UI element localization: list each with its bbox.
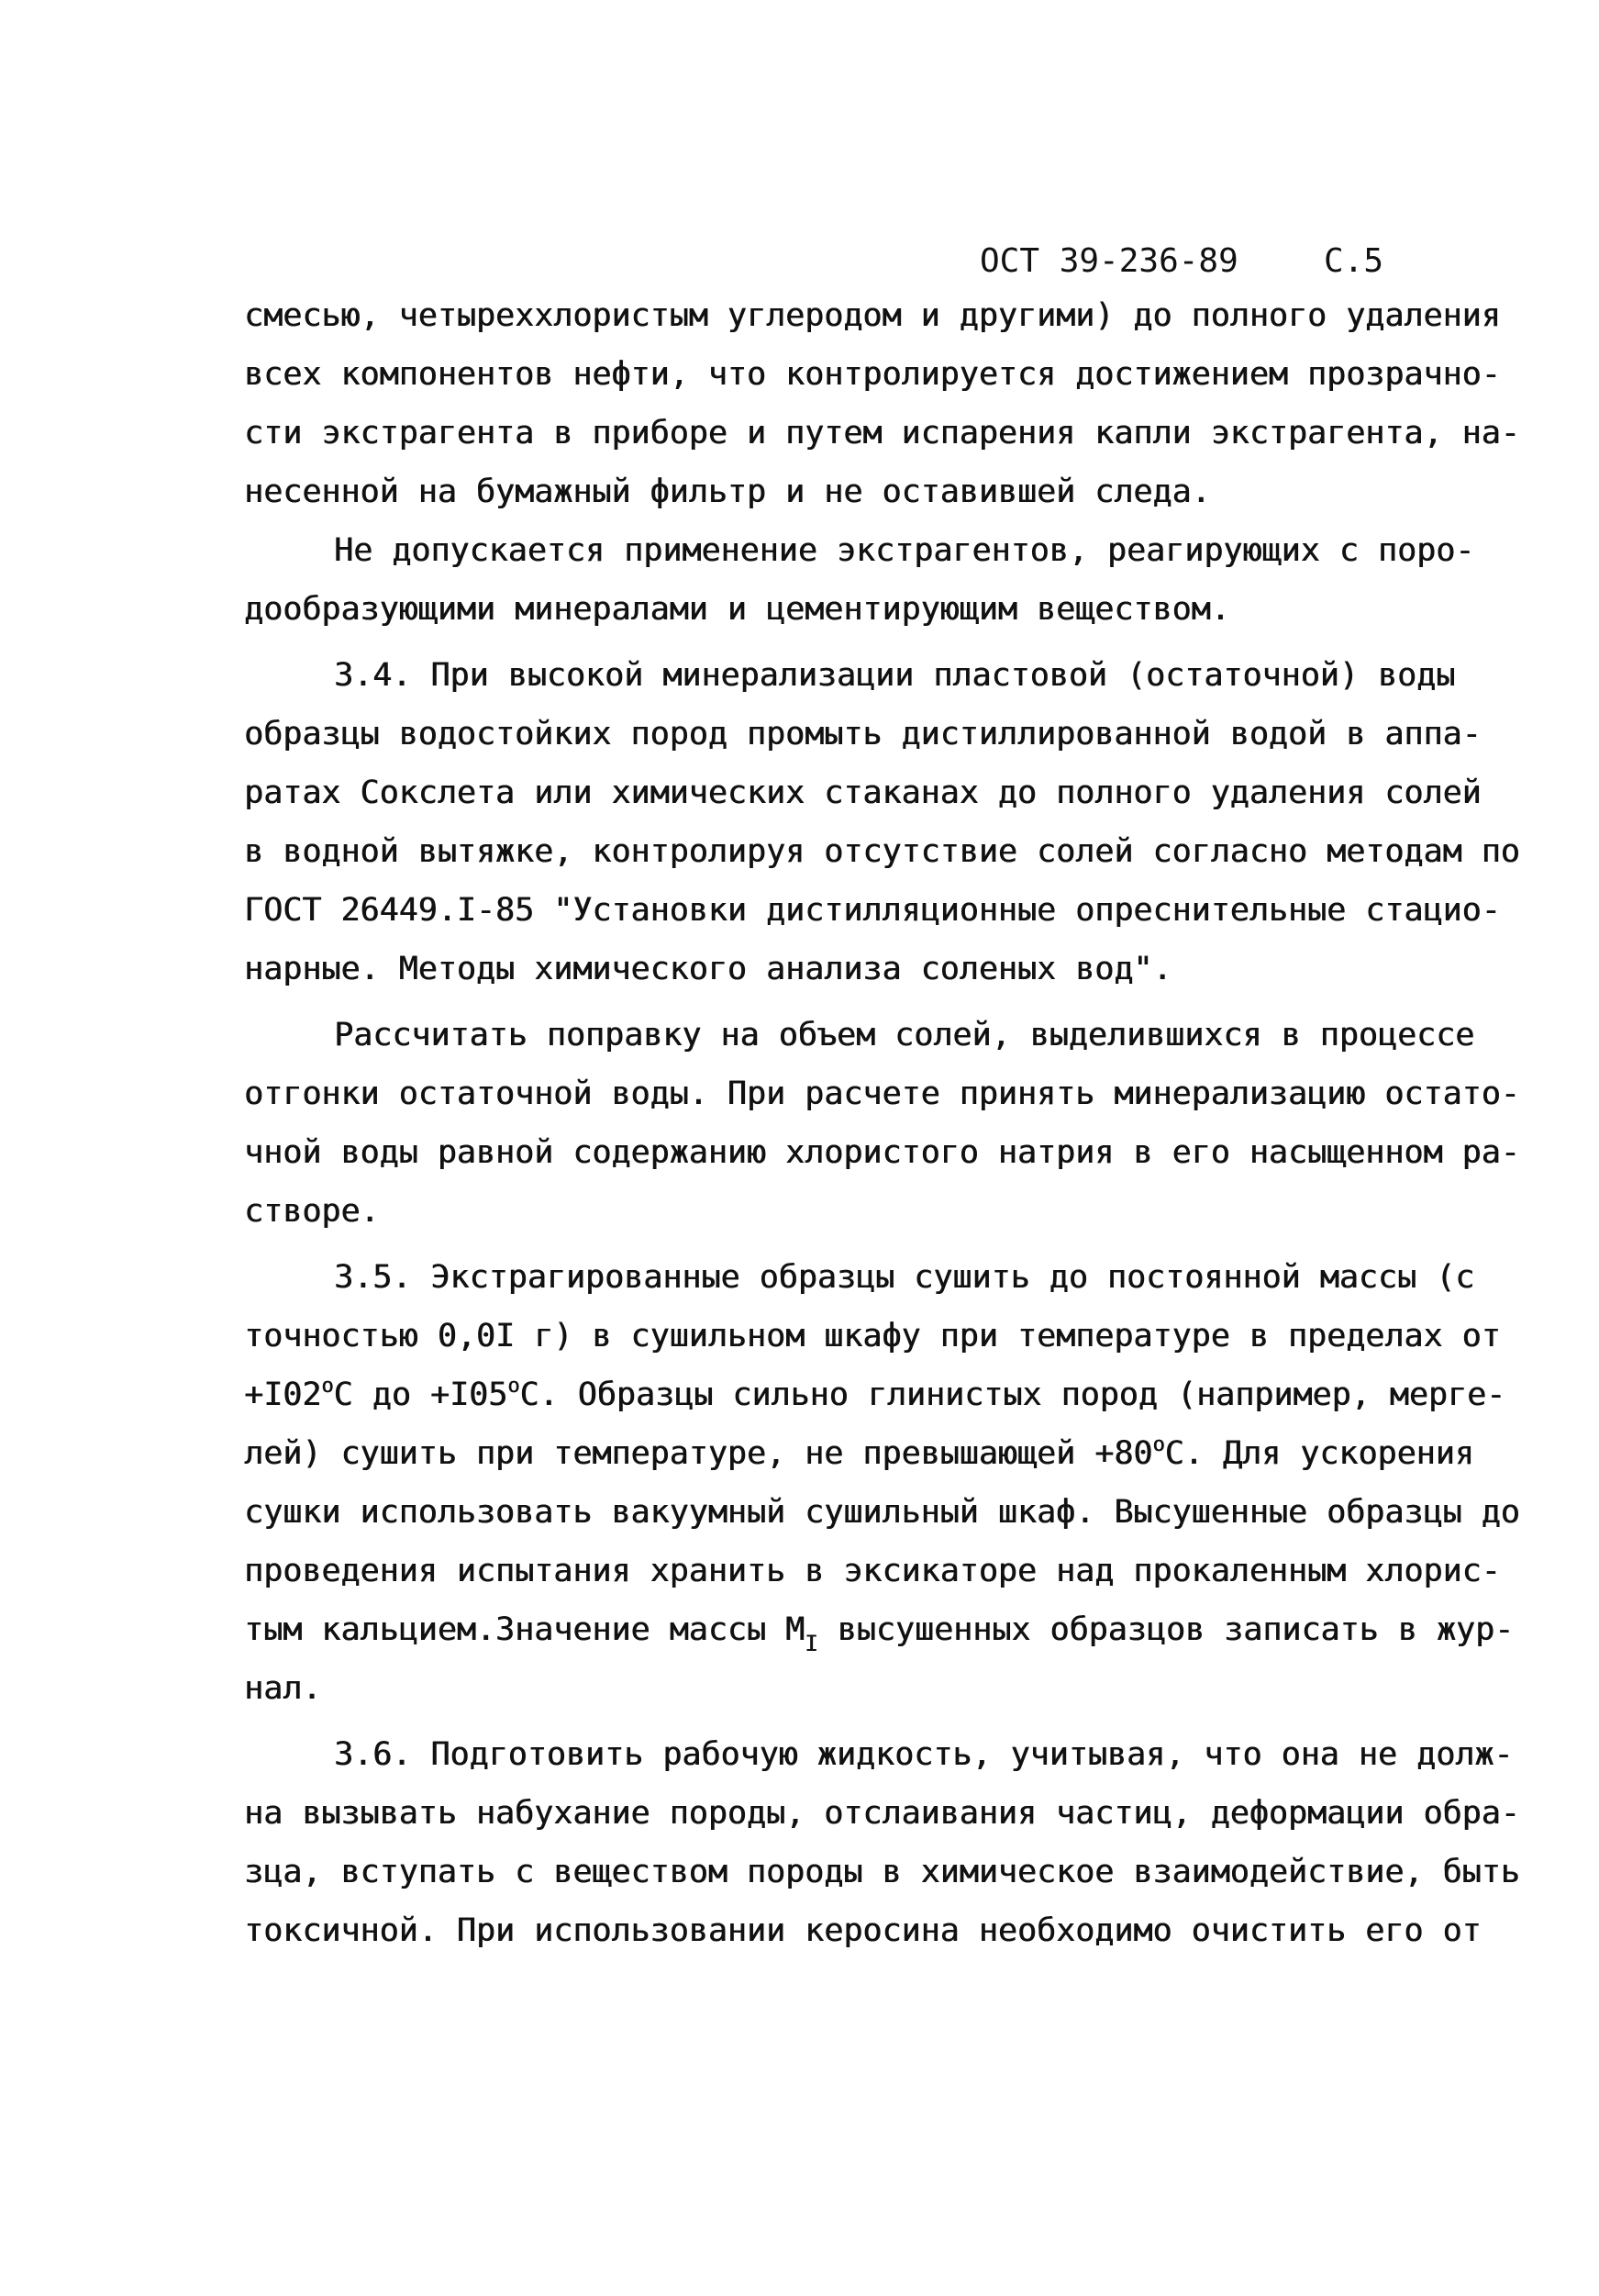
- text-fragment: тым кальцием.Значение массы М: [244, 1611, 805, 1648]
- text-line: 3.5. Экстрагированные образцы сушить до постоянной массы (с: [334, 1259, 1475, 1296]
- text-line: сти экстрагента в приборе и путем испарения капли экстрагента, на-: [244, 415, 1520, 451]
- text-line: Не допускается применение экстрагентов, реагирующих с поро-: [334, 532, 1475, 569]
- text-line: зца, вступать с веществом породы в химическое взаимодействие, быть: [244, 1854, 1520, 1890]
- text-line: дообразующими минералами и цементирующим веществом.: [244, 591, 1230, 628]
- text-line: чной воды равной содержанию хлористого натрия в его насыщенном ра-: [244, 1134, 1520, 1171]
- text-line: ратах Сокслета или химических стаканах до полного удаления солей: [244, 775, 1482, 811]
- text-line: [244, 1600, 1514, 1659]
- text-line: створе.: [244, 1193, 380, 1230]
- text-line: всех компонентов нефти, что контролируется достижением прозрачно-: [244, 356, 1501, 393]
- text-fragment: С. Образцы сильно глинистых пород (например, мерге-: [519, 1376, 1506, 1413]
- text-line: нарные. Методы химического анализа соленых вод".: [244, 951, 1172, 987]
- page-header: [980, 234, 1420, 289]
- text-line: ГОСТ 26449.I-85 "Установки дистилляционные опреснительные стацио-: [244, 892, 1501, 929]
- text-line: 3.4. При высокой минерализации пластовой (остаточной) воды: [334, 657, 1456, 694]
- text-line: на вызывать набухание породы, отслаивания частиц, деформации обра-: [244, 1795, 1520, 1832]
- subscript-index: I: [805, 1631, 818, 1656]
- superscript-degree: о: [507, 1375, 520, 1398]
- text-line: в водной вытяжке, контролируя отсутствие солей согласно методам по: [244, 833, 1520, 870]
- text-line: нал.: [244, 1670, 322, 1707]
- text-line: Рассчитать поправку на объем солей, выделившихся в процессе: [334, 1017, 1475, 1053]
- text-line: несенной на бумажный фильтр и не оставившей следа.: [244, 474, 1211, 510]
- document-code: ОСТ 39-236-89: [980, 242, 1238, 280]
- text-line: образцы водостойких пород промыть дистиллированной водой в аппа-: [244, 716, 1482, 752]
- text-line: сушки использовать вакуумный сушильный шкаф. Высушенные образцы до: [244, 1494, 1520, 1531]
- superscript-degree: о: [321, 1375, 334, 1398]
- text-line: точностью 0,0I г) в сушильном шкафу при температуре в пределах от: [244, 1318, 1501, 1354]
- text-line: [244, 1424, 1474, 1483]
- text-line: 3.6. Подготовить рабочую жидкость, учитывая, что она не долж-: [334, 1736, 1514, 1773]
- text-line: [244, 1365, 1505, 1424]
- text-line: отгонки остаточной воды. При расчете принять минерализацию остато-: [244, 1076, 1520, 1112]
- page-number: С.5: [1324, 242, 1384, 280]
- text-fragment: высушенных образцов записать в жур-: [817, 1611, 1515, 1648]
- text-line: токсичной. При использовании керосина необходимо очистить его от: [244, 1912, 1482, 1949]
- text-fragment: лей) сушить при температуре, не превышающей +80: [244, 1435, 1153, 1472]
- text-fragment: С. Для ускорения: [1164, 1435, 1474, 1472]
- superscript-degree: о: [1152, 1433, 1165, 1456]
- text-line: смесью, четыреххлористым углеродом и другими) до полного удаления: [244, 297, 1501, 334]
- text-fragment: С до +I05: [333, 1376, 508, 1413]
- text-fragment: +I02: [244, 1376, 322, 1413]
- text-line: проведения испытания хранить в эксикаторе над прокаленным хлорис-: [244, 1553, 1501, 1589]
